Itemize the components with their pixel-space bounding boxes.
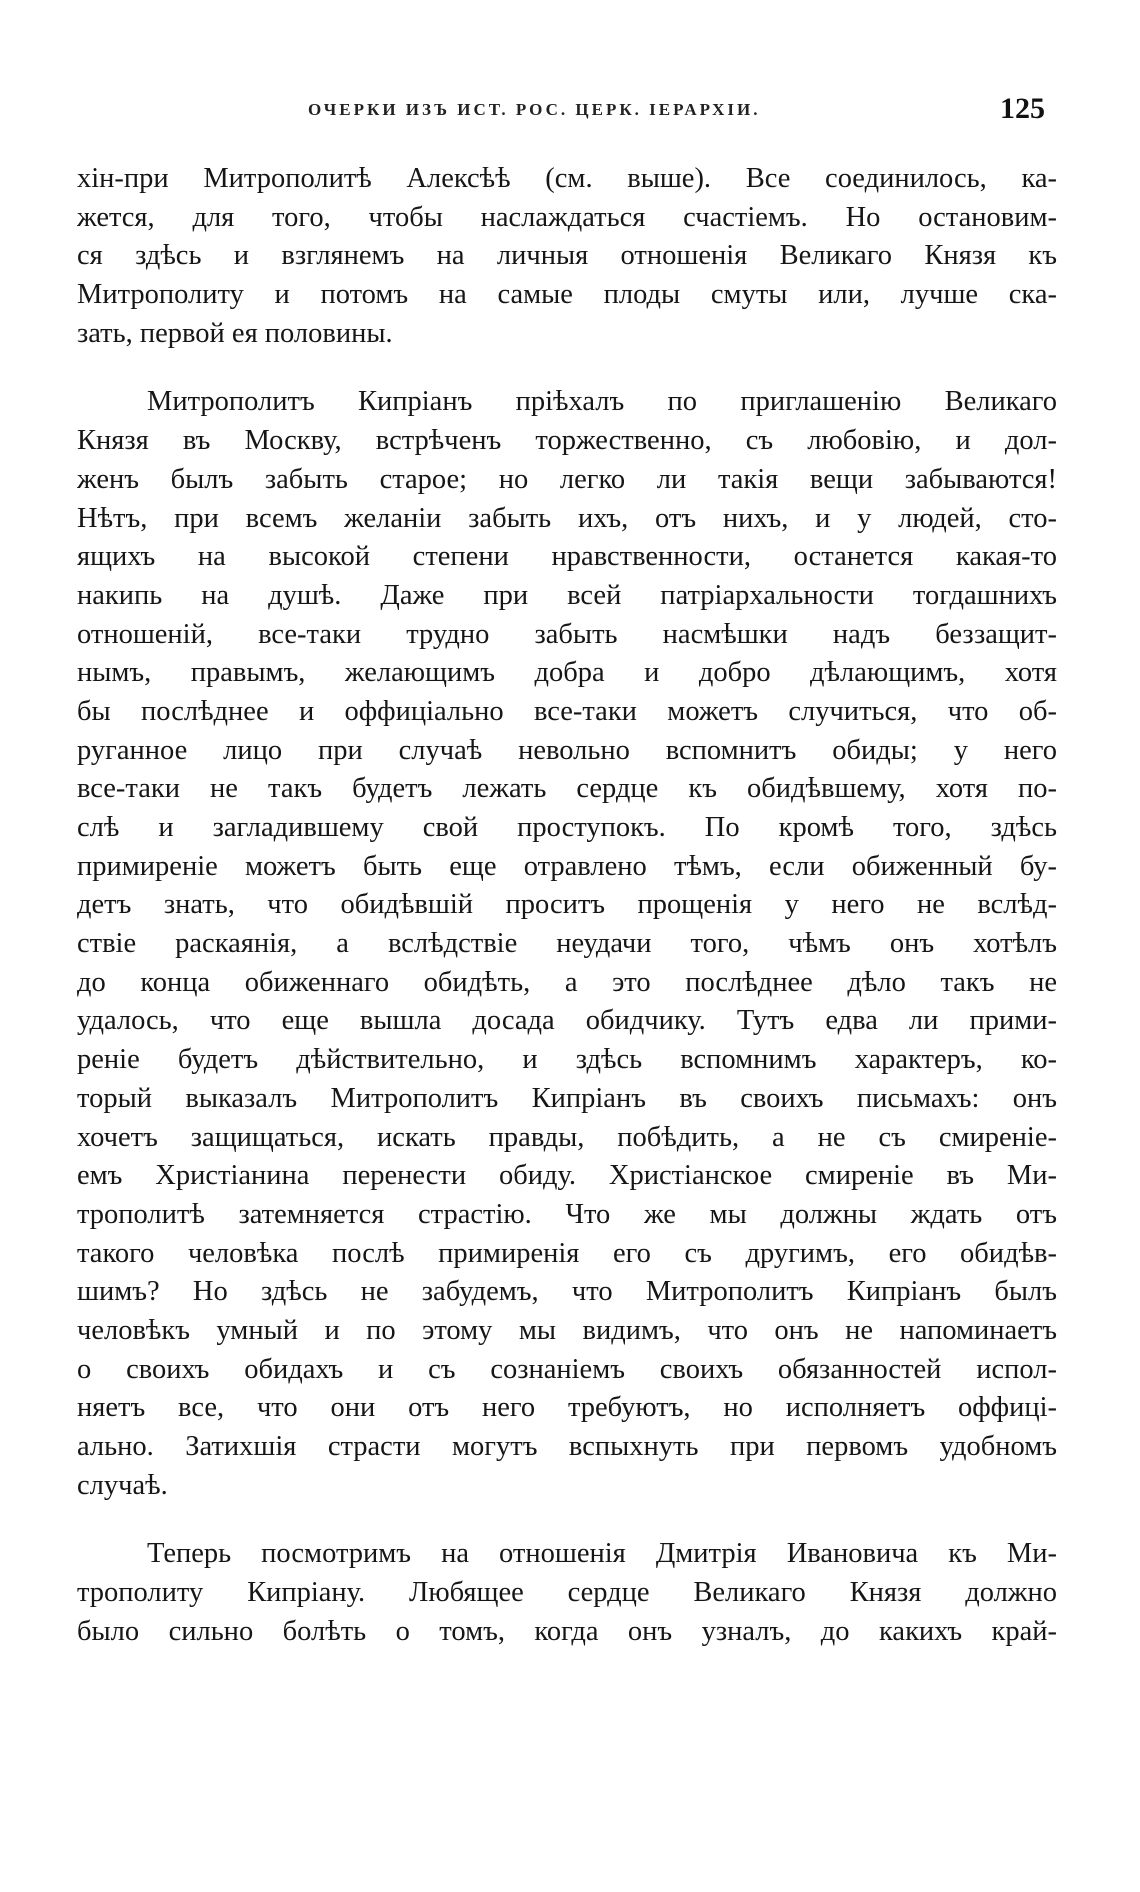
text-line: детъ знать, что обидѣвшій проситъ прощенія у него не вслѣд-: [77, 889, 1057, 921]
text-line: Нѣтъ, при всемъ желаніи забыть ихъ, отъ нихъ, и у людей, сто-: [77, 502, 1057, 534]
text-line: слѣ и загладившему свой проступокъ. По кромѣ того, здѣсь: [77, 812, 1057, 843]
text-line: было сильно болѣть о томъ, когда онъ узналъ, до какихъ край-: [77, 1615, 1057, 1647]
text-line: бы послѣднее и оффиціально все-таки можетъ случиться, что об-: [77, 695, 1057, 727]
text-line: Митрополиту и потомъ на самые плоды смуты или, лучше ска-: [77, 279, 1057, 311]
text-line: торый выказалъ Митрополитъ Кипріанъ въ своихъ письмахъ: онъ: [77, 1082, 1057, 1114]
text-line: хін-при Митрополитѣ Алексѣѣ (см. выше). Все соединилось, ка-: [77, 163, 1057, 194]
text-line: руганное лицо при случаѣ невольно вспомнитъ обиды; у него: [77, 734, 1057, 766]
text-line: зать, первой ея половины.: [77, 317, 393, 349]
text-line: все-таки не такъ будетъ лежать сердце къ обидѣвшему, хотя по-: [77, 773, 1057, 805]
text-line: хочетъ защищаться, искать правды, побѣдить, а не съ смиреніе-: [77, 1121, 1057, 1153]
text-line: человѣкъ умный и по этому мы видимъ, что онъ не напоминаетъ: [77, 1314, 1057, 1346]
paragraph-3: [77, 1535, 1057, 1651]
text-line: трополиту Кипріану. Любящее сердце Великаго Князя должно: [77, 1577, 1057, 1609]
text-line: емъ Христіанина перенести обиду. Христіанское смиреніе въ Ми-: [77, 1160, 1057, 1192]
text-line: нымъ, правымъ, желающимъ добра и добро дѣлающимъ, хотя: [77, 657, 1057, 689]
paragraph-2: [77, 383, 1057, 1505]
text-line: примиреніе можетъ быть еще отравлено тѣмъ, если обиженный бу-: [77, 850, 1057, 882]
text-line: ально. Затихшія страсти могутъ вспыхнуть при первомъ удобномъ: [77, 1431, 1057, 1462]
text-line: ся здѣсь и взглянемъ на личныя отношенія Великаго Князя къ: [77, 240, 1057, 272]
text-line: случаѣ.: [77, 1469, 168, 1501]
text-line: Князя въ Москву, встрѣченъ торжественно, съ любовію, и дол-: [77, 425, 1057, 457]
text-line: ствіе раскаянія, а вслѣдствіе неудачи того, чѣмъ онъ хотѣлъ: [77, 928, 1057, 960]
text-line: накипь на душѣ. Даже при всей патріархальности тогдашнихъ: [77, 579, 1057, 611]
text-line: о своихъ обидахъ и съ сознаніемъ своихъ обязанностей испол-: [77, 1353, 1057, 1385]
text-line: реніе будетъ дѣйствительно, и здѣсь вспомнимъ характеръ, ко-: [77, 1044, 1057, 1076]
running-head-title: ОЧЕРКИ ИЗЪ ИСТ. РОС. ЦЕРК. ІЕРАРХІИ.: [308, 100, 761, 119]
text-line: до конца обиженнаго обидѣть, а это послѣднее дѣло такъ не: [77, 966, 1057, 998]
text-line: Митрополитъ Кипріанъ пріѣхалъ по приглашенію Великаго: [147, 386, 1057, 418]
text-line: удалось, что еще вышла досада обидчику. Тутъ едва ли прими-: [77, 1005, 1057, 1037]
text-line: такого человѣка послѣ примиренія его съ другимъ, его обидѣв-: [77, 1237, 1057, 1269]
paragraph-gap: [77, 353, 1057, 383]
text-line: Теперь посмотримъ на отношенія Дмитрія Ивановича къ Ми-: [147, 1538, 1057, 1570]
paragraph-1: [77, 160, 1057, 353]
text-line: ящихъ на высокой степени нравственности, останется какая-то: [77, 541, 1057, 573]
running-head: [0, 92, 1140, 132]
body-text: [77, 160, 1057, 1651]
page-number: 125: [1000, 92, 1045, 125]
text-line: отношеній, все-таки трудно забыть насмѣшки надъ беззащит-: [77, 618, 1057, 650]
paragraph-gap: [77, 1505, 1057, 1535]
text-line: женъ былъ забыть старое; но легко ли такія вещи забываются!: [77, 463, 1057, 495]
text-line: шимъ? Но здѣсь не забудемъ, что Митрополитъ Кипріанъ былъ: [77, 1276, 1057, 1308]
text-line: трополитѣ затемняется страстію. Что же мы должны ждать отъ: [77, 1198, 1057, 1230]
text-line: жется, для того, чтобы наслаждаться счастіемъ. Но остановим-: [77, 201, 1057, 233]
text-line: няетъ все, что они отъ него требуютъ, но исполняетъ оффиці-: [77, 1392, 1057, 1424]
